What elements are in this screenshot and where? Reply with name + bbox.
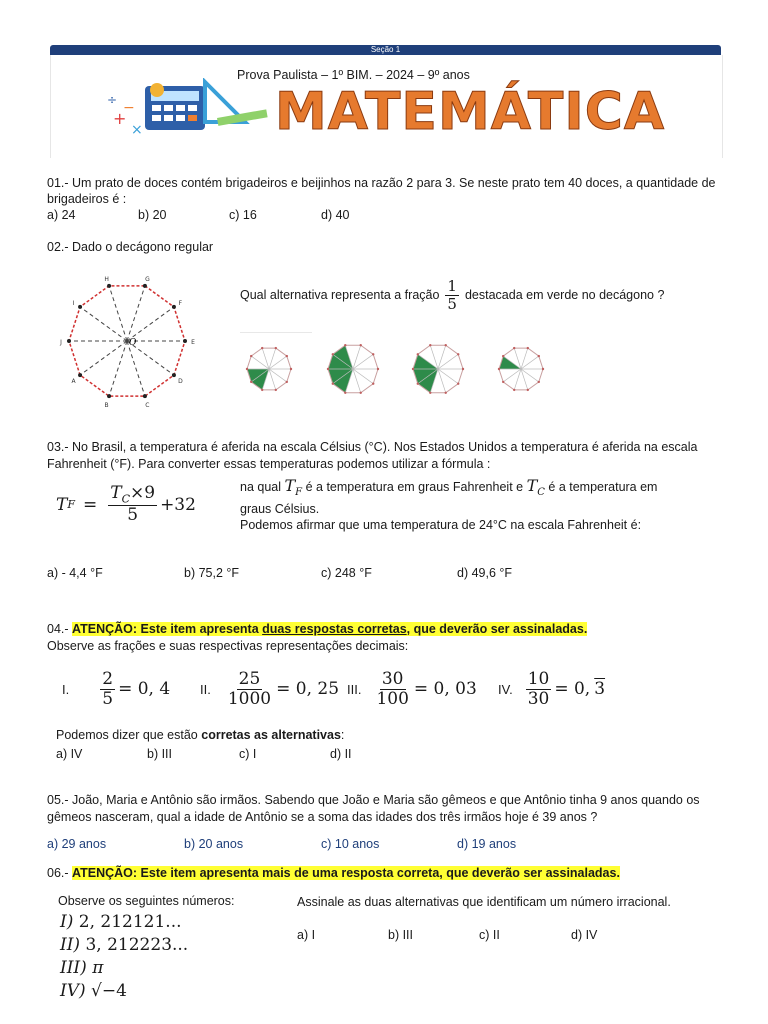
- formula-num: T: [110, 483, 122, 503]
- option-decagon-vertex: [538, 355, 540, 357]
- option-decagon-vertex: [527, 389, 529, 391]
- coin-icon: [150, 83, 164, 97]
- option-decagon-vertex: [513, 389, 515, 391]
- q3-option-b[interactable]: b) 75,2 °F: [184, 566, 240, 580]
- q1-option-d[interactable]: d) 40: [321, 208, 350, 222]
- question-2-text: 02.- Dado o decágono regular: [47, 240, 214, 254]
- option-decagon-vertex: [332, 353, 334, 355]
- math-clipart: [105, 78, 275, 138]
- decagon-radius: [109, 286, 127, 341]
- q2-option-b-figure[interactable]: [327, 344, 379, 394]
- q3-option-d[interactable]: d) 49,6 °F: [457, 566, 513, 580]
- q6-option-b[interactable]: b) III: [388, 928, 414, 942]
- option-decagon-vertex: [462, 368, 464, 370]
- q6-observe: Observe os seguintes números:: [58, 894, 235, 908]
- option-decagon-vertex: [513, 347, 515, 349]
- decagon-radius: [127, 286, 145, 341]
- question-4-warning: [47, 622, 587, 636]
- option-decagon-vertex: [275, 347, 277, 349]
- q2-prompt-end: destacada em verde no decágono ?: [464, 288, 665, 302]
- decagon-vertex: [78, 373, 82, 377]
- option-decagon-radius: [521, 348, 528, 369]
- option-decagon-vertex: [502, 355, 504, 357]
- option-decagon-vertex: [250, 355, 252, 357]
- vertex-label: H: [104, 276, 109, 284]
- decagon-options: [240, 338, 550, 398]
- question-4-text: Observe as frações e suas respectivas representações decimais:: [47, 639, 409, 653]
- q4-option-a[interactable]: a) IV: [56, 747, 83, 761]
- q3-expl-a: na qual: [240, 480, 282, 494]
- question-2-prompt: [240, 278, 664, 312]
- option-decagon-vertex: [457, 382, 459, 384]
- option-decagon-vertex: [332, 382, 334, 384]
- q4-warn-underlined: duas respostas corretas: [262, 622, 407, 636]
- vertex-label: G: [145, 276, 150, 284]
- q5-option-a[interactable]: a) 29 anos: [47, 837, 107, 851]
- q3-expl-c: é a temperatura em: [548, 480, 658, 494]
- svg-text:÷: ÷: [107, 93, 118, 107]
- option-decagon-radius: [262, 348, 269, 369]
- vertex-label: B: [104, 401, 109, 409]
- decagon-vertex: [172, 305, 176, 309]
- q1-option-c[interactable]: c) 16: [229, 208, 257, 222]
- option-decagon-radius: [438, 354, 458, 369]
- section-bar: [50, 45, 721, 55]
- option-decagon-vertex: [417, 353, 419, 355]
- option-decagon-radius: [521, 369, 528, 390]
- option-decagon-vertex: [344, 344, 346, 346]
- q2-frac-num: 1: [447, 277, 457, 295]
- q5-option-d[interactable]: d) 19 anos: [457, 837, 517, 851]
- tf-symbol: $T_F$: [284, 476, 303, 499]
- option-decagon-vertex: [286, 355, 288, 357]
- option-decagon-radius: [353, 369, 361, 393]
- q4-number: 04.-: [47, 622, 69, 636]
- q4-item-4: IV. $\frac{10}{30}$ = 0, 3: [498, 669, 606, 709]
- q3-explanation: [240, 478, 710, 533]
- option-decagon-vertex: [498, 368, 500, 370]
- formula-lhs: T: [56, 494, 68, 515]
- decagon-radius: [80, 341, 127, 375]
- option-decagon-radius: [251, 356, 269, 369]
- option-decagon-vertex: [327, 368, 329, 370]
- formula-plus: +32: [160, 494, 196, 515]
- option-decagon-radius: [438, 369, 458, 384]
- option-decagon-vertex: [502, 381, 504, 383]
- fahrenheit-formula: [56, 484, 196, 525]
- q5-option-b[interactable]: b) 20 anos: [184, 837, 244, 851]
- option-decagon-radius: [438, 369, 446, 393]
- vertex-label: E: [191, 339, 195, 346]
- q3-option-c[interactable]: c) 248 °F: [321, 566, 372, 580]
- option-decagon-vertex: [372, 382, 374, 384]
- q2-option-c-figure[interactable]: [412, 344, 464, 394]
- repeating-digit: 3: [594, 679, 606, 700]
- option-decagon-vertex: [457, 353, 459, 355]
- option-decagon-vertex: [290, 368, 292, 370]
- q2-option-a-figure[interactable]: [246, 347, 292, 391]
- option-decagon-vertex: [527, 347, 529, 349]
- q4-conclusion: Podemos dizer que estão corretas as alternativas:: [56, 728, 345, 742]
- option-decagon-radius: [521, 369, 539, 382]
- option-decagon-vertex: [250, 381, 252, 383]
- q4-option-d[interactable]: d) II: [330, 747, 352, 761]
- q6-warn: ATENÇÃO: Este item apresenta mais de uma resposta correta, que deverão ser assinaladas.: [72, 866, 620, 880]
- option-decagon-radius: [353, 345, 361, 369]
- q6-number-1: I) 2, 212121...: [60, 912, 182, 932]
- option-decagon-vertex: [412, 368, 414, 370]
- option-decagon-vertex: [344, 392, 346, 394]
- section-label: Seção 1: [370, 45, 401, 54]
- option-decagon-radius: [269, 348, 276, 369]
- q5-option-c[interactable]: c) 10 anos: [321, 837, 380, 851]
- option-decagon-vertex: [429, 344, 431, 346]
- option-decagon-radius: [353, 369, 373, 384]
- q4-option-c[interactable]: c) I: [239, 747, 257, 761]
- tc-symbol: $T_C$: [526, 476, 545, 499]
- formula-num-rest: ×9: [130, 483, 156, 503]
- q2-frac-den: 5: [447, 294, 457, 313]
- q6-number-2: II) 3, 212223...: [60, 935, 189, 955]
- decagon-vertex: [107, 394, 111, 398]
- q4-item-2: II. $\frac{25}{1000}$ = 0, 25: [200, 669, 340, 709]
- option-decagon-radius: [514, 369, 521, 390]
- svg-text:×: ×: [131, 122, 143, 138]
- q3-expl-line2: graus Célsius.: [240, 502, 320, 517]
- q3-expl-b: é a temperatura em graus Fahrenheit e: [305, 480, 524, 494]
- decagon-radius: [80, 307, 127, 341]
- decagon-vertex: [67, 339, 71, 343]
- q2-option-d-figure[interactable]: [498, 347, 544, 391]
- q4-warn-a: ATENÇÃO: Este item apresenta: [72, 622, 259, 636]
- q3-option-a[interactable]: a) - 4,4 °F: [47, 566, 103, 580]
- q1-option-a[interactable]: a) 24: [47, 208, 76, 222]
- option-decagon-radius: [353, 354, 373, 369]
- decagon-vertex: [183, 339, 187, 343]
- q6-number-list: [60, 911, 188, 1003]
- question-1-text: 01.- Um prato de doces contém brigadeiros e beijinhos na razão 2 para 3. Se neste prato tem 40 doces, a quantidade de brigadeiros é :: [47, 176, 716, 206]
- decagon-radius: [127, 307, 174, 341]
- option-decagon-radius: [269, 369, 287, 382]
- question-6-warning: [47, 866, 620, 880]
- q6-option-c[interactable]: c) II: [479, 928, 500, 942]
- center-label: O: [129, 338, 137, 348]
- q6-option-a[interactable]: a) I: [297, 928, 316, 942]
- q6-option-d[interactable]: d) IV: [571, 928, 598, 942]
- q4-option-b[interactable]: b) III: [147, 747, 173, 761]
- page-title: MATEMÁTICA: [275, 82, 666, 142]
- q6-number: 06.-: [47, 866, 69, 880]
- option-decagon-vertex: [429, 392, 431, 394]
- vertex-label: D: [178, 377, 183, 385]
- decagon-vertex: [78, 305, 82, 309]
- decagon-vertex: [107, 284, 111, 288]
- svg-text:−: −: [123, 100, 135, 116]
- vertex-label: J: [60, 339, 62, 346]
- divider: [240, 332, 312, 333]
- question-3-text: 03.- No Brasil, a temperatura é aferida na escala Célsius (°C). Nos Estados Unidos a temperatura é aferida na escala Fahrenheit (°F). Para converter essas temperaturas podemos utilizar a fórmula :: [47, 440, 698, 471]
- decagon-radius: [127, 341, 145, 396]
- option-decagon-vertex: [542, 368, 544, 370]
- option-decagon-radius: [521, 356, 539, 369]
- decagon-vertex: [143, 284, 147, 288]
- q4-item-1: I. $\frac{2}{5}$ = 0, 4: [62, 669, 171, 709]
- q6-number-4: IV) √−4: [60, 981, 127, 1001]
- option-decagon-vertex: [538, 381, 540, 383]
- question-5-text: 05.- João, Maria e Antônio são irmãos. Sabendo que João e Maria são gêmeos e que Antônio tinha 9 anos quando os gêmeos nasceram, qual a idade de Antônio se a soma das idades dos três irmãos hoje é 39 anos ?: [47, 793, 700, 824]
- exam-subtitle: Prova Paulista – 1º BIM. – 2024 – 9º anos: [237, 68, 470, 82]
- q2-fraction: [445, 278, 459, 312]
- option-decagon-vertex: [360, 392, 362, 394]
- q1-option-b[interactable]: b) 20: [138, 208, 167, 222]
- decagon-figure: [55, 275, 210, 410]
- formula-num-sub: C: [121, 492, 130, 506]
- option-decagon-vertex: [275, 389, 277, 391]
- svg-text:+: +: [113, 109, 127, 128]
- option-decagon-vertex: [261, 389, 263, 391]
- option-decagon-radius: [438, 345, 446, 369]
- option-decagon-vertex: [261, 347, 263, 349]
- vertex-label: I: [72, 300, 75, 308]
- vertex-label: C: [145, 401, 150, 409]
- option-decagon-vertex: [360, 344, 362, 346]
- option-decagon-vertex: [445, 344, 447, 346]
- formula-fraction: [108, 484, 157, 525]
- formula-den: 5: [127, 505, 139, 526]
- option-decagon-radius: [269, 356, 287, 369]
- decagon-vertex: [172, 373, 176, 377]
- option-decagon-radius: [503, 369, 521, 382]
- option-decagon-vertex: [445, 392, 447, 394]
- option-decagon-vertex: [417, 382, 419, 384]
- q2-prompt-start: Qual alternativa representa a fração: [240, 288, 440, 302]
- formula-lhs-sub: F: [67, 498, 75, 512]
- q3-expl-line3: Podemos afirmar que uma temperatura de 24°C na escala Fahrenheit é:: [240, 518, 642, 533]
- decagon-vertex: [143, 394, 147, 398]
- option-decagon-vertex: [372, 353, 374, 355]
- option-decagon-vertex: [286, 381, 288, 383]
- option-decagon-vertex: [377, 368, 379, 370]
- decagon-radius: [109, 341, 127, 396]
- q6-instruction: Assinale as duas alternativas que identificam um número irracional.: [297, 895, 671, 909]
- q4-item-3: III. $\frac{30}{100}$ = 0, 03: [347, 669, 477, 709]
- formula-equals: =: [82, 494, 98, 515]
- q4-warn-b: , que deverão ser assinaladas.: [406, 622, 588, 636]
- vertex-label: F: [178, 300, 183, 308]
- vertex-label: A: [71, 377, 76, 385]
- option-decagon-radius: [269, 369, 276, 390]
- q6-number-3: III) π: [60, 958, 104, 978]
- option-decagon-vertex: [246, 368, 248, 370]
